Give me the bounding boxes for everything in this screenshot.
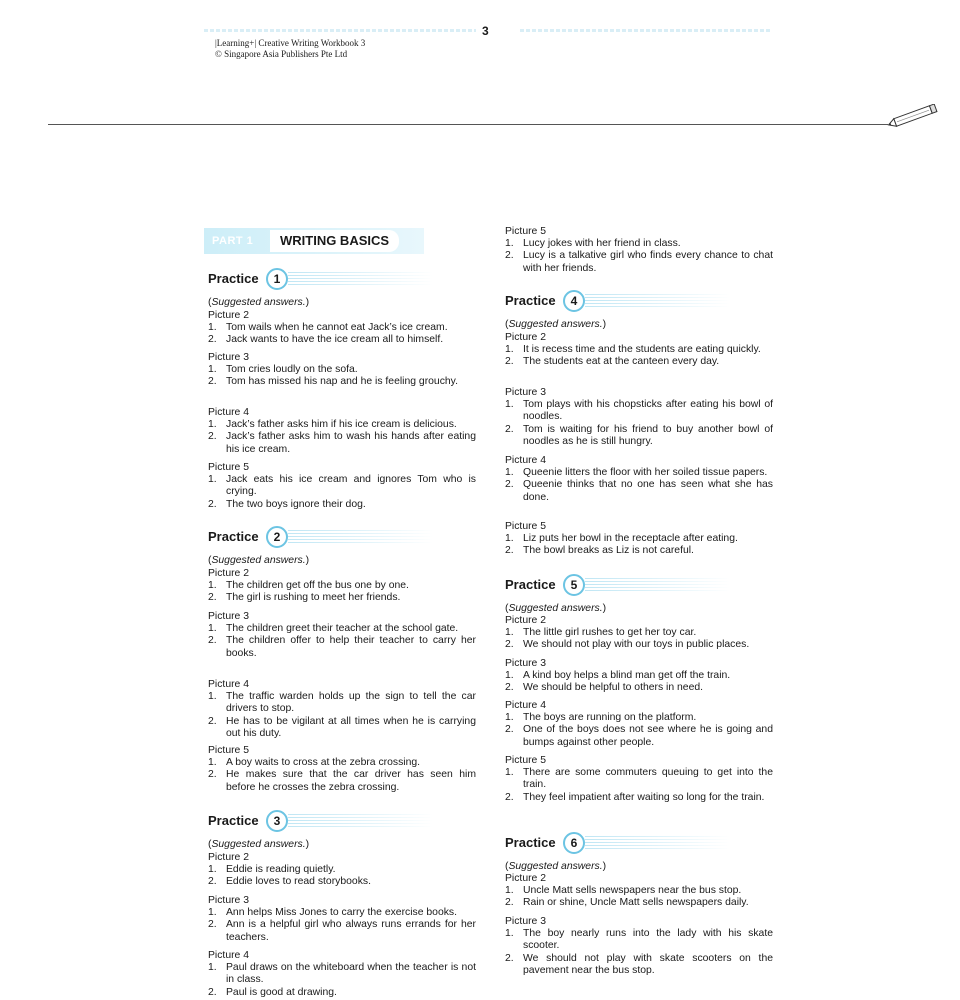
answer-item <box>505 897 773 909</box>
practice-number: 2 <box>266 526 288 548</box>
suggested-answers-text: Suggested answers. <box>508 603 603 614</box>
answer-item <box>208 419 476 431</box>
answer-number: 1. <box>505 885 514 897</box>
picture-title: Picture 2 <box>505 873 547 884</box>
publisher-info <box>215 38 365 60</box>
answer-number: 1. <box>208 419 217 431</box>
answer-text: Jack’s father asks him if his ice cream is delicious. <box>226 419 457 431</box>
answer-number: 2. <box>208 376 217 388</box>
practice-label: Practice <box>505 293 556 308</box>
header-rule <box>48 124 888 125</box>
practice-number: 3 <box>266 810 288 832</box>
suggested-answers-note: (Suggested answers.) <box>208 555 310 566</box>
answer-number: 2. <box>208 635 217 647</box>
answer-text: The children get off the bus one by one. <box>226 580 409 592</box>
answer-text: Tom plays with his chopsticks after eating his bowl of noodles. <box>523 399 773 423</box>
answer-text: A boy waits to cross at the zebra crossing. <box>226 757 421 769</box>
picture-title: Picture 4 <box>505 700 547 711</box>
picture-title: Picture 5 <box>208 745 250 756</box>
answer-text: We should not play with our toys in public places. <box>523 639 750 651</box>
header-decoration-right <box>520 29 770 32</box>
answer-text: Uncle Matt sells newspapers near the bus stop. <box>523 885 742 897</box>
practice-stripe-decoration <box>585 294 730 308</box>
answer-text: We should not play with skate scooters on the pavement near the bus stop. <box>523 952 773 976</box>
answer-text: Ann is a helpful girl who always runs errands for her teachers. <box>226 919 476 943</box>
answer-text: We should be helpful to others in need. <box>523 682 704 694</box>
practice-stripe-decoration <box>288 272 433 286</box>
picture-title: Picture 4 <box>208 679 250 690</box>
practice-stripe-decoration <box>585 836 730 850</box>
answer-text: Jack wants to have the ice cream all to himself. <box>226 334 444 346</box>
answer-number: 2. <box>505 545 514 557</box>
practice-label: Practice <box>208 813 259 828</box>
answer-text: Eddie loves to read storybooks. <box>226 876 371 888</box>
practice-label: Practice <box>208 529 259 544</box>
suggested-answers-text: Suggested answers. <box>508 861 603 872</box>
answer-item <box>505 953 773 977</box>
picture-title: Picture 3 <box>505 916 547 927</box>
pencil-icon <box>886 104 940 128</box>
answer-item <box>208 474 476 498</box>
answer-number: 1. <box>505 712 514 724</box>
answer-number: 2. <box>208 431 217 443</box>
answer-number: 2. <box>208 876 217 888</box>
answer-number: 1. <box>208 580 217 592</box>
answer-item <box>505 682 773 694</box>
answer-item <box>208 499 476 511</box>
publisher-line-1: |Learning+| Creative Writing Workbook 3 <box>215 38 366 48</box>
answer-text: It is recess time and the students are eating quickly. <box>523 344 761 356</box>
suggested-answers-note: (Suggested answers.) <box>208 839 310 850</box>
answer-text: The children greet their teacher at the school gate. <box>226 623 459 635</box>
answer-number: 1. <box>505 238 514 250</box>
picture-title: Picture 2 <box>505 332 547 343</box>
answer-number: 2. <box>505 952 514 964</box>
answer-item <box>505 533 773 545</box>
answer-number: 2. <box>208 769 217 781</box>
picture-title: Picture 3 <box>505 658 547 669</box>
answer-text: The children offer to help their teacher to carry her books. <box>226 635 476 659</box>
suggested-answers-note: (Suggested answers.) <box>505 861 607 872</box>
answer-item <box>208 592 476 604</box>
answer-number: 2. <box>208 498 217 510</box>
answer-item <box>208 919 476 943</box>
answer-text: One of the boys does not see where he is going and bumps against other people. <box>523 724 773 748</box>
answer-item <box>505 545 773 557</box>
answer-item <box>208 757 476 769</box>
answer-number: 1. <box>505 467 514 479</box>
suggested-answers-note: (Suggested answers.) <box>505 603 607 614</box>
answer-item <box>208 691 476 715</box>
answer-text: Tom has missed his nap and he is feeling grouchy. <box>226 376 458 388</box>
answer-text: The bowl breaks as Liz is not careful. <box>523 545 694 557</box>
picture-title: Picture 2 <box>208 568 250 579</box>
answer-item <box>208 623 476 635</box>
answer-number: 1. <box>208 474 217 486</box>
answer-text: Tom is waiting for his friend to buy another bowl of noodles as he is still hungry. <box>523 423 773 447</box>
answer-number: 1. <box>505 928 514 940</box>
practice-stripe-decoration <box>288 814 433 828</box>
answer-text: Jack eats his ice cream and ignores Tom who is crying. <box>226 474 476 498</box>
picture-title: Picture 3 <box>208 611 250 622</box>
page-number: 3 <box>482 24 489 38</box>
picture-title: Picture 3 <box>208 352 250 363</box>
answer-item <box>505 627 773 639</box>
practice-stripe-decoration <box>288 530 433 544</box>
answer-text: Ann helps Miss Jones to carry the exercise books. <box>226 907 458 919</box>
practice-label: Practice <box>208 271 259 286</box>
picture-title: Picture 5 <box>505 521 547 532</box>
answer-text: A kind boy helps a blind man get off the train. <box>523 670 731 682</box>
practice-heading <box>208 526 478 548</box>
answer-number: 1. <box>208 364 217 376</box>
part-banner <box>204 228 424 254</box>
practice-number: 5 <box>563 574 585 596</box>
answer-item <box>208 907 476 919</box>
answer-item <box>505 344 773 356</box>
practice-number: 6 <box>563 832 585 854</box>
answer-item <box>208 987 476 999</box>
answer-text: They feel impatient after waiting so long for the train. <box>523 791 765 803</box>
answer-text: He has to be vigilant at all times when he is carrying out his duty. <box>226 715 476 739</box>
answer-number: 2. <box>505 250 514 262</box>
answer-text: Tom wails when he cannot eat Jack’s ice cream. <box>226 322 448 334</box>
part-title: WRITING BASICS <box>270 230 399 252</box>
answer-item <box>208 334 476 346</box>
answer-item <box>208 580 476 592</box>
answer-number: 1. <box>208 907 217 919</box>
practice-heading <box>505 290 775 312</box>
answer-text: The little girl rushes to get her toy car. <box>523 627 697 639</box>
practice-number: 4 <box>563 290 585 312</box>
picture-title: Picture 2 <box>208 310 250 321</box>
picture-title: Picture 4 <box>208 950 250 961</box>
picture-title: Picture 5 <box>505 755 547 766</box>
answer-number: 2. <box>208 986 217 998</box>
answer-number: 1. <box>208 757 217 769</box>
picture-title: Picture 2 <box>505 615 547 626</box>
answer-item <box>505 712 773 724</box>
answer-text: Queenie litters the floor with her soiled tissue papers. <box>523 467 768 479</box>
answer-number: 2. <box>505 682 514 694</box>
answer-text: The traffic warden holds up the sign to tell the car drivers to stop. <box>226 691 476 715</box>
answer-number: 2. <box>505 724 514 736</box>
answer-item <box>208 635 476 659</box>
answer-item <box>208 364 476 376</box>
answer-text: Lucy is a talkative girl who finds every chance to chat with her friends. <box>523 250 773 274</box>
suggested-answers-note: (Suggested answers.) <box>505 319 607 330</box>
answer-item <box>208 431 476 455</box>
picture-title: Picture 4 <box>505 455 547 466</box>
answer-number: 2. <box>505 639 514 651</box>
answer-text: Lucy jokes with her friend in class. <box>523 238 681 250</box>
suggested-answers-text: Suggested answers. <box>211 297 306 308</box>
practice-stripe-decoration <box>585 578 730 592</box>
practice-label: Practice <box>505 577 556 592</box>
answer-item <box>505 467 773 479</box>
answer-text: Eddie is reading quietly. <box>226 864 336 876</box>
answer-number: 1. <box>505 767 514 779</box>
answer-item <box>208 962 476 986</box>
answer-item <box>505 356 773 368</box>
suggested-answers-text: Suggested answers. <box>508 319 603 330</box>
answer-text: Queenie thinks that no one has seen what she has done. <box>523 479 773 503</box>
answer-number: 1. <box>505 670 514 682</box>
picture-title: Picture 5 <box>505 226 547 237</box>
suggested-answers-text: Suggested answers. <box>211 555 306 566</box>
practice-heading <box>208 810 478 832</box>
answer-text: Paul draws on the whiteboard when the teacher is not in class. <box>226 962 476 986</box>
answer-text: There are some commuters queuing to get into the train. <box>523 767 773 791</box>
practice-heading <box>505 832 775 854</box>
answer-number: 2. <box>505 479 514 491</box>
answer-item <box>208 322 476 334</box>
practice-number: 1 <box>266 268 288 290</box>
answer-text: Jack’s father asks him to wash his hands after eating his ice cream. <box>226 431 476 455</box>
answer-number: 2. <box>505 356 514 368</box>
practice-heading <box>208 268 478 290</box>
part-label: PART 1 <box>212 235 254 247</box>
answer-item <box>505 928 773 952</box>
picture-title: Picture 2 <box>208 852 250 863</box>
picture-title: Picture 5 <box>208 462 250 473</box>
answer-item <box>208 716 476 740</box>
answer-number: 1. <box>505 627 514 639</box>
answer-number: 1. <box>208 322 217 334</box>
answer-item <box>505 424 773 448</box>
answer-item <box>505 885 773 897</box>
answer-text: The boy nearly runs into the lady with his skate scooter. <box>523 928 773 952</box>
answer-number: 2. <box>208 592 217 604</box>
answer-text: The students eat at the canteen every day. <box>523 356 720 368</box>
answer-item <box>208 376 476 388</box>
answer-item <box>505 399 773 423</box>
picture-title: Picture 3 <box>505 387 547 398</box>
answer-number: 1. <box>208 864 217 876</box>
answer-number: 2. <box>505 423 514 435</box>
answer-number: 1. <box>208 962 217 974</box>
answer-item <box>505 479 773 503</box>
answer-text: Tom cries loudly on the sofa. <box>226 364 358 376</box>
answer-item <box>505 767 773 791</box>
answer-text: Paul is good at drawing. <box>226 986 337 998</box>
answer-number: 2. <box>505 897 514 909</box>
answer-number: 2. <box>208 334 217 346</box>
answer-number: 1. <box>208 691 217 703</box>
answer-item <box>505 724 773 748</box>
answer-item <box>208 864 476 876</box>
practice-label: Practice <box>505 835 556 850</box>
answer-number: 1. <box>505 533 514 545</box>
header-decoration-left <box>204 29 476 32</box>
practice-heading <box>505 574 775 596</box>
answer-item <box>505 238 773 250</box>
answer-item <box>505 639 773 651</box>
suggested-answers-note: (Suggested answers.) <box>208 297 310 308</box>
answer-item <box>505 670 773 682</box>
answer-number: 1. <box>505 399 514 411</box>
picture-title: Picture 3 <box>208 895 250 906</box>
answer-number: 2. <box>208 919 217 931</box>
answer-item <box>505 792 773 804</box>
answer-number: 1. <box>505 344 514 356</box>
answer-text: The girl is rushing to meet her friends. <box>226 592 401 604</box>
answer-number: 2. <box>208 715 217 727</box>
publisher-line-2: © Singapore Asia Publishers Pte Ltd <box>215 49 348 59</box>
answer-text: Rain or shine, Uncle Matt sells newspapers daily. <box>523 897 749 909</box>
answer-item <box>208 876 476 888</box>
answer-item <box>208 769 476 793</box>
answer-text: The two boys ignore their dog. <box>226 498 366 510</box>
answer-text: The boys are running on the platform. <box>523 712 697 724</box>
answer-item <box>505 250 773 274</box>
answer-number: 1. <box>208 623 217 635</box>
answer-text: Liz puts her bowl in the receptacle after eating. <box>523 533 738 545</box>
answer-number: 2. <box>505 791 514 803</box>
suggested-answers-text: Suggested answers. <box>211 839 306 850</box>
answer-text: He makes sure that the car driver has seen him before he crosses the zebra crossing. <box>226 769 476 793</box>
picture-title: Picture 4 <box>208 407 250 418</box>
